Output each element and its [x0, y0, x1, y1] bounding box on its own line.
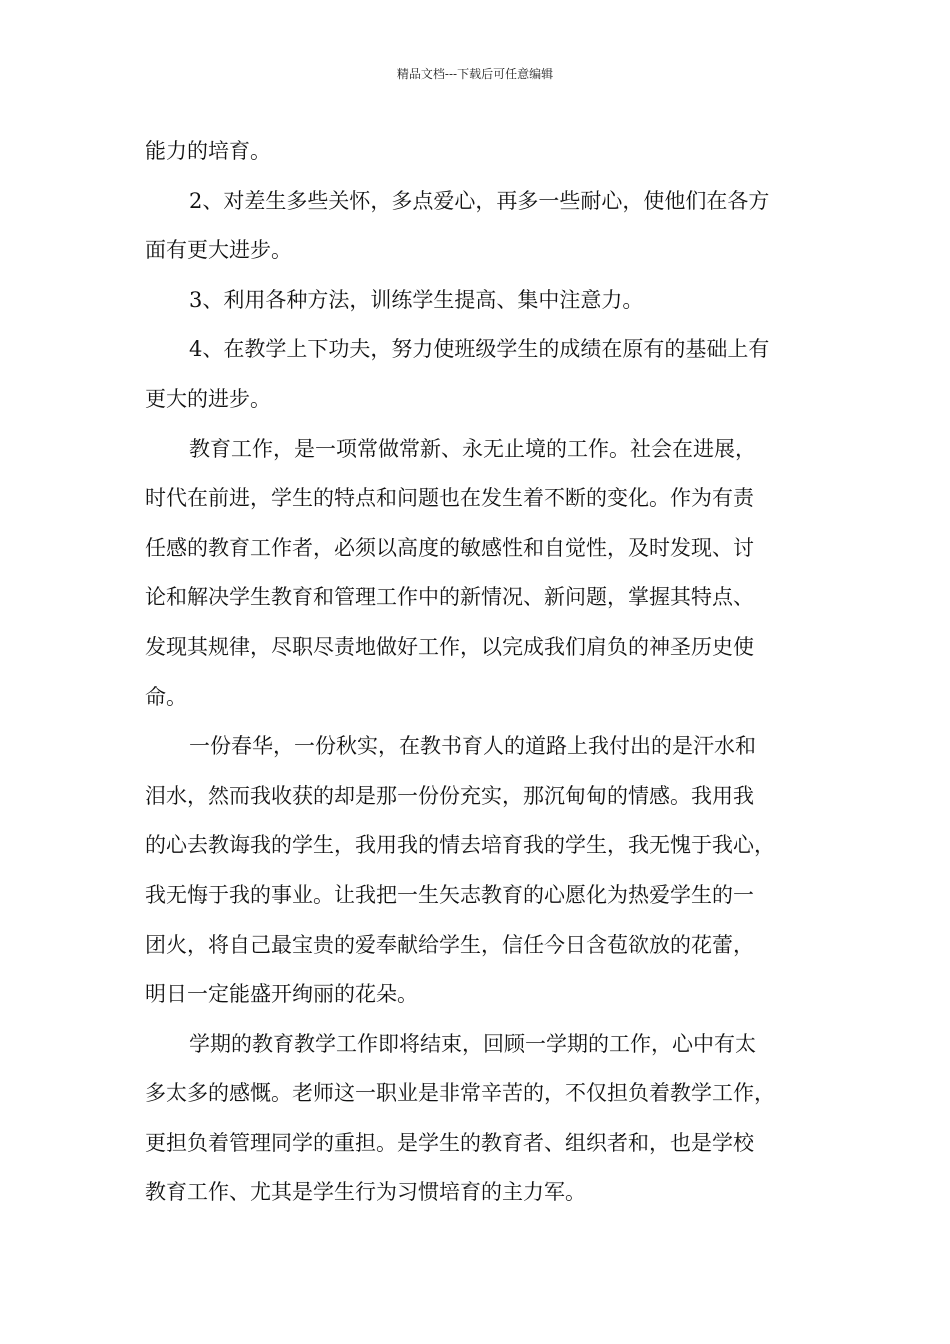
text-line: 命。 [145, 684, 187, 709]
text-line: 面有更大进步。 [145, 238, 292, 263]
text-line: 明日一定能盛开绚丽的花朵。 [145, 982, 418, 1007]
text-line: 更大的进步。 [145, 386, 271, 411]
text-line: 教育工作、尤其是学生行为习惯培育的主力军。 [145, 1180, 586, 1205]
text-line: 任感的教育工作者，必须以高度的敏感性和自觉性，及时发现、讨 [145, 535, 754, 560]
text-line: 泪水，然而我收获的却是那一份份充实，那沉甸甸的情感。我用我 [145, 783, 754, 808]
text-line: 论和解决学生教育和管理工作中的新情况、新问题，掌握其特点、 [145, 585, 754, 610]
text-line: 4、在教学上下功夫，努力使班级学生的成绩在原有的基础上有 [189, 337, 770, 362]
text-line: 多太多的感慨。老师这一职业是非常辛苦的，不仅担负着教学工作， [145, 1081, 775, 1106]
text-line: 教育工作，是一项常做常新、永无止境的工作。社会在进展， [189, 436, 756, 461]
text-line: 更担负着管理同学的重担。是学生的教育者、组织者和，也是学校 [145, 1130, 754, 1155]
text-line: 一份春华，一份秋实，在教书育人的道路上我付出的是汗水和 [189, 734, 756, 759]
text-line: 发现其规律，尽职尽责地做好工作，以完成我们肩负的神圣历史使 [145, 634, 754, 659]
text-line: 我无悔于我的事业。让我把一生矢志教育的心愿化为热爱学生的一 [145, 882, 754, 907]
text-line: 团火，将自己最宝贵的爱奉献给学生，信任今日含苞欲放的花蕾， [145, 932, 754, 957]
text-line: 2、对差生多些关怀，多点爱心，再多一些耐心，使他们在各方 [189, 188, 770, 213]
text-line: 的心去教诲我的学生，我用我的情去培育我的学生，我无愧于我心， [145, 833, 775, 858]
document-body [145, 127, 807, 1218]
text-line: 能力的培育。 [145, 139, 271, 163]
text-line: 时代在前进，学生的特点和问题也在发生着不断的变化。作为有责 [145, 486, 754, 511]
page-header: 精品文档---下载后可任意编辑 [396, 67, 554, 81]
text-line: 3、利用各种方法，训练学生提高、集中注意力。 [189, 287, 644, 312]
text-line: 学期的教育教学工作即将结束，回顾一学期的工作，心中有太 [189, 1031, 756, 1056]
